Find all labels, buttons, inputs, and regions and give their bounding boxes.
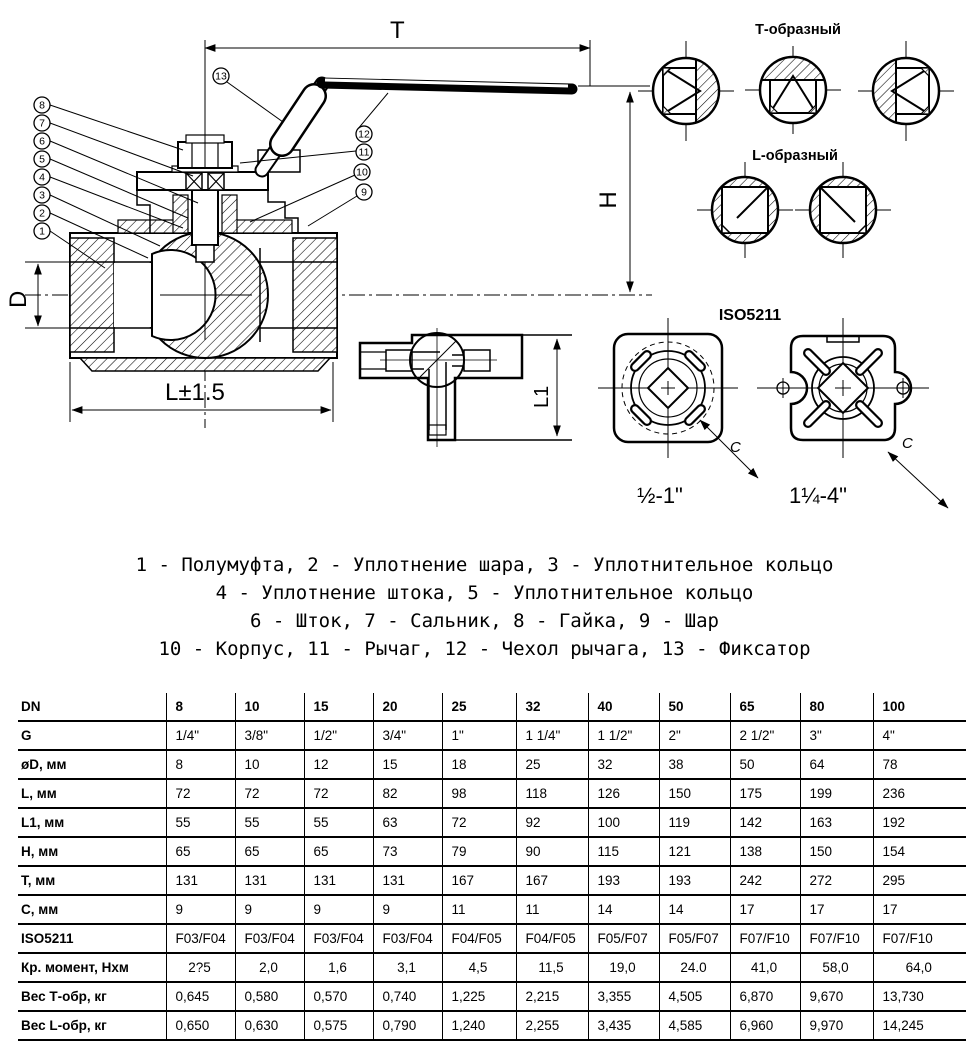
callout-13: 13 bbox=[215, 70, 227, 83]
table-cell: 2,0 bbox=[235, 953, 304, 982]
row-label: C, мм bbox=[18, 895, 166, 924]
row-label: L1, мм bbox=[18, 808, 166, 837]
table-cell: 80 bbox=[800, 693, 873, 721]
table-cell: 18 bbox=[442, 750, 516, 779]
table-cell: F03/F04 bbox=[235, 924, 304, 953]
table-cell: 79 bbox=[442, 837, 516, 866]
table-cell: 1" bbox=[442, 721, 516, 750]
table-cell: 163 bbox=[800, 808, 873, 837]
table-cell: 2,255 bbox=[516, 1011, 588, 1040]
table-cell: F03/F04 bbox=[373, 924, 442, 953]
table-cell: 142 bbox=[730, 808, 800, 837]
dim-H-label: H bbox=[595, 191, 622, 209]
table-row bbox=[18, 924, 966, 953]
table-cell: 65 bbox=[235, 837, 304, 866]
table-cell: 10 bbox=[235, 750, 304, 779]
table-cell: 65 bbox=[730, 693, 800, 721]
iso5211-title: ISO5211 bbox=[718, 307, 782, 324]
table-cell: 72 bbox=[235, 779, 304, 808]
table-cell: F04/F05 bbox=[516, 924, 588, 953]
table-cell: 73 bbox=[373, 837, 442, 866]
table-cell: 272 bbox=[800, 866, 873, 895]
table-cell: 82 bbox=[373, 779, 442, 808]
callout-5: 5 bbox=[39, 153, 45, 166]
row-label: T, мм bbox=[18, 866, 166, 895]
spec-table bbox=[18, 693, 966, 1041]
table-cell: 193 bbox=[588, 866, 659, 895]
table-cell: 55 bbox=[166, 808, 235, 837]
table-cell: 25 bbox=[516, 750, 588, 779]
table-cell: 131 bbox=[304, 866, 373, 895]
table-cell: 131 bbox=[235, 866, 304, 895]
handle-lever bbox=[262, 80, 572, 170]
table-cell: 175 bbox=[730, 779, 800, 808]
table-cell: 100 bbox=[873, 693, 966, 721]
callout-11: 11 bbox=[358, 146, 370, 159]
table-cell: 11 bbox=[516, 895, 588, 924]
table-cell: 32 bbox=[516, 693, 588, 721]
table-cell: 126 bbox=[588, 779, 659, 808]
table-cell: 8 bbox=[166, 750, 235, 779]
table-cell: 9 bbox=[235, 895, 304, 924]
table-row bbox=[18, 693, 966, 721]
table-cell: 38 bbox=[659, 750, 730, 779]
table-cell: 11,5 bbox=[516, 953, 588, 982]
spec-table-body bbox=[18, 693, 966, 1040]
table-cell: 236 bbox=[873, 779, 966, 808]
table-cell: 1/4" bbox=[166, 721, 235, 750]
table-cell: 19,0 bbox=[588, 953, 659, 982]
table-cell: 41,0 bbox=[730, 953, 800, 982]
table-cell: 9 bbox=[304, 895, 373, 924]
callout-10: 10 bbox=[356, 166, 368, 179]
table-cell: 0,575 bbox=[304, 1011, 373, 1040]
table-cell: 15 bbox=[304, 693, 373, 721]
table-cell: 0,650 bbox=[166, 1011, 235, 1040]
legend-line-4: 10 - Корпус, 11 - Рычаг, 12 - Чехол рычага, 13 - Фиксатор bbox=[158, 638, 811, 660]
table-cell: 131 bbox=[166, 866, 235, 895]
row-label: ISO5211 bbox=[18, 924, 166, 953]
table-cell: 78 bbox=[873, 750, 966, 779]
table-cell: 50 bbox=[730, 750, 800, 779]
table-cell: 193 bbox=[659, 866, 730, 895]
row-label: G bbox=[18, 721, 166, 750]
table-cell: 14,245 bbox=[873, 1011, 966, 1040]
table-cell: 1,225 bbox=[442, 982, 516, 1011]
table-row bbox=[18, 982, 966, 1011]
table-cell: 65 bbox=[166, 837, 235, 866]
dim-C-large-label: C bbox=[902, 435, 913, 452]
callout-4: 4 bbox=[39, 171, 45, 184]
table-cell: 98 bbox=[442, 779, 516, 808]
table-cell: 8 bbox=[166, 693, 235, 721]
table-cell: 92 bbox=[516, 808, 588, 837]
table-cell: 14 bbox=[659, 895, 730, 924]
table-cell: 72 bbox=[442, 808, 516, 837]
iso-small-range-label: ½-1" bbox=[637, 483, 683, 508]
callout-7: 7 bbox=[39, 117, 45, 130]
table-row bbox=[18, 953, 966, 982]
table-cell: 50 bbox=[659, 693, 730, 721]
table-cell: F03/F04 bbox=[166, 924, 235, 953]
legend-line-2: 4 - Уплотнение штока, 5 - Уплотнительное кольцо bbox=[215, 582, 754, 604]
table-cell: 4,505 bbox=[659, 982, 730, 1011]
table-cell: 0,740 bbox=[373, 982, 442, 1011]
table-cell: 64 bbox=[800, 750, 873, 779]
t-pattern-label: Т-образный bbox=[755, 22, 841, 38]
table-cell: 199 bbox=[800, 779, 873, 808]
table-cell: 150 bbox=[800, 837, 873, 866]
table-cell: 65 bbox=[304, 837, 373, 866]
table-cell: 10 bbox=[235, 693, 304, 721]
table-cell: 118 bbox=[516, 779, 588, 808]
table-cell: 167 bbox=[516, 866, 588, 895]
table-cell: 2?5 bbox=[166, 953, 235, 982]
table-cell: F05/F07 bbox=[588, 924, 659, 953]
table-cell: 63 bbox=[373, 808, 442, 837]
dim-T-label: T bbox=[390, 17, 405, 44]
table-cell: 17 bbox=[873, 895, 966, 924]
table-row bbox=[18, 866, 966, 895]
iso5211-flanges bbox=[598, 307, 948, 508]
table-cell: 0,630 bbox=[235, 1011, 304, 1040]
table-cell: 154 bbox=[873, 837, 966, 866]
table-cell: F07/F10 bbox=[873, 924, 966, 953]
table-cell: 0,580 bbox=[235, 982, 304, 1011]
table-cell: 100 bbox=[588, 808, 659, 837]
table-cell: 40 bbox=[588, 693, 659, 721]
row-label: DN bbox=[18, 693, 166, 721]
table-row bbox=[18, 808, 966, 837]
table-cell: F07/F10 bbox=[730, 924, 800, 953]
dim-D-label: D bbox=[5, 290, 32, 308]
callout-9: 9 bbox=[361, 186, 367, 199]
table-cell: 1,240 bbox=[442, 1011, 516, 1040]
table-cell: 3/8" bbox=[235, 721, 304, 750]
table-cell: 4,585 bbox=[659, 1011, 730, 1040]
table-cell: 55 bbox=[304, 808, 373, 837]
table-cell: 11 bbox=[442, 895, 516, 924]
table-cell: 138 bbox=[730, 837, 800, 866]
table-cell: 1 1/4" bbox=[516, 721, 588, 750]
table-cell: 121 bbox=[659, 837, 730, 866]
legend-line-1: 1 - Полумуфта, 2 - Уплотнение шара, 3 - Уплотнительное кольцо bbox=[135, 554, 834, 576]
table-cell: 9 bbox=[166, 895, 235, 924]
table-cell: 9 bbox=[373, 895, 442, 924]
row-label: H, мм bbox=[18, 837, 166, 866]
table-cell: 25 bbox=[442, 693, 516, 721]
dim-L1-label: L1 bbox=[531, 385, 553, 408]
table-cell: 0,790 bbox=[373, 1011, 442, 1040]
table-cell: 192 bbox=[873, 808, 966, 837]
table-cell: F05/F07 bbox=[659, 924, 730, 953]
table-cell: 131 bbox=[373, 866, 442, 895]
table-cell: 119 bbox=[659, 808, 730, 837]
row-label: Кр. момент, Нхм bbox=[18, 953, 166, 982]
row-label: Вес L-обр, кг bbox=[18, 1011, 166, 1040]
table-cell: 1 1/2" bbox=[588, 721, 659, 750]
table-cell: 2" bbox=[659, 721, 730, 750]
table-cell: F07/F10 bbox=[800, 924, 873, 953]
main-valve-section bbox=[5, 17, 652, 428]
table-cell: 20 bbox=[373, 693, 442, 721]
table-cell: 15 bbox=[373, 750, 442, 779]
table-cell: 90 bbox=[516, 837, 588, 866]
table-cell: 295 bbox=[873, 866, 966, 895]
table-row bbox=[18, 895, 966, 924]
table-cell: 55 bbox=[235, 808, 304, 837]
port-patterns bbox=[638, 22, 954, 258]
table-row bbox=[18, 750, 966, 779]
callout-3: 3 bbox=[39, 189, 45, 202]
table-cell: 6,870 bbox=[730, 982, 800, 1011]
table-cell: 3,1 bbox=[373, 953, 442, 982]
table-cell: 150 bbox=[659, 779, 730, 808]
table-cell: 17 bbox=[800, 895, 873, 924]
row-label: L, мм bbox=[18, 779, 166, 808]
table-row bbox=[18, 1011, 966, 1040]
callout-2: 2 bbox=[39, 207, 45, 220]
table-cell: 32 bbox=[588, 750, 659, 779]
dim-C-small-label: C bbox=[730, 439, 741, 456]
callout-6: 6 bbox=[39, 135, 45, 148]
table-cell: 58,0 bbox=[800, 953, 873, 982]
table-row bbox=[18, 837, 966, 866]
table-row bbox=[18, 779, 966, 808]
row-label: Вес Т-обр, кг bbox=[18, 982, 166, 1011]
callout-12: 12 bbox=[358, 128, 370, 141]
table-cell: 3,355 bbox=[588, 982, 659, 1011]
table-cell: 3,435 bbox=[588, 1011, 659, 1040]
row-label: øD, мм bbox=[18, 750, 166, 779]
table-cell: 24.0 bbox=[659, 953, 730, 982]
table-cell: 12 bbox=[304, 750, 373, 779]
table-cell: 4" bbox=[873, 721, 966, 750]
callout-8: 8 bbox=[39, 99, 45, 112]
table-cell: 9,970 bbox=[800, 1011, 873, 1040]
parts-legend bbox=[0, 551, 969, 663]
table-cell: 3/4" bbox=[373, 721, 442, 750]
table-cell: 115 bbox=[588, 837, 659, 866]
table-cell: 0,645 bbox=[166, 982, 235, 1011]
table-cell: 9,670 bbox=[800, 982, 873, 1011]
l-pattern-label: L-образный bbox=[752, 148, 838, 164]
table-row bbox=[18, 721, 966, 750]
table-cell: 4,5 bbox=[442, 953, 516, 982]
dim-L-label: L±1.5 bbox=[165, 379, 225, 406]
legend-line-3: 6 - Шток, 7 - Сальник, 8 - Гайка, 9 - Шар bbox=[250, 610, 719, 632]
table-cell: 2,215 bbox=[516, 982, 588, 1011]
table-cell: 72 bbox=[304, 779, 373, 808]
table-cell: 64,0 bbox=[873, 953, 966, 982]
table-cell: 72 bbox=[166, 779, 235, 808]
table-cell: 1/2" bbox=[304, 721, 373, 750]
table-cell: 17 bbox=[730, 895, 800, 924]
table-cell: 167 bbox=[442, 866, 516, 895]
table-cell: 2 1/2" bbox=[730, 721, 800, 750]
callout-1: 1 bbox=[39, 225, 45, 238]
table-cell: 1,6 bbox=[304, 953, 373, 982]
table-cell: 6,960 bbox=[730, 1011, 800, 1040]
table-cell: F04/F05 bbox=[442, 924, 516, 953]
table-cell: 242 bbox=[730, 866, 800, 895]
table-cell: 13,730 bbox=[873, 982, 966, 1011]
table-cell: F03/F04 bbox=[304, 924, 373, 953]
iso-large-range-label: 1¼-4" bbox=[789, 483, 847, 508]
table-cell: 14 bbox=[588, 895, 659, 924]
table-cell: 3" bbox=[800, 721, 873, 750]
table-cell: 0,570 bbox=[304, 982, 373, 1011]
